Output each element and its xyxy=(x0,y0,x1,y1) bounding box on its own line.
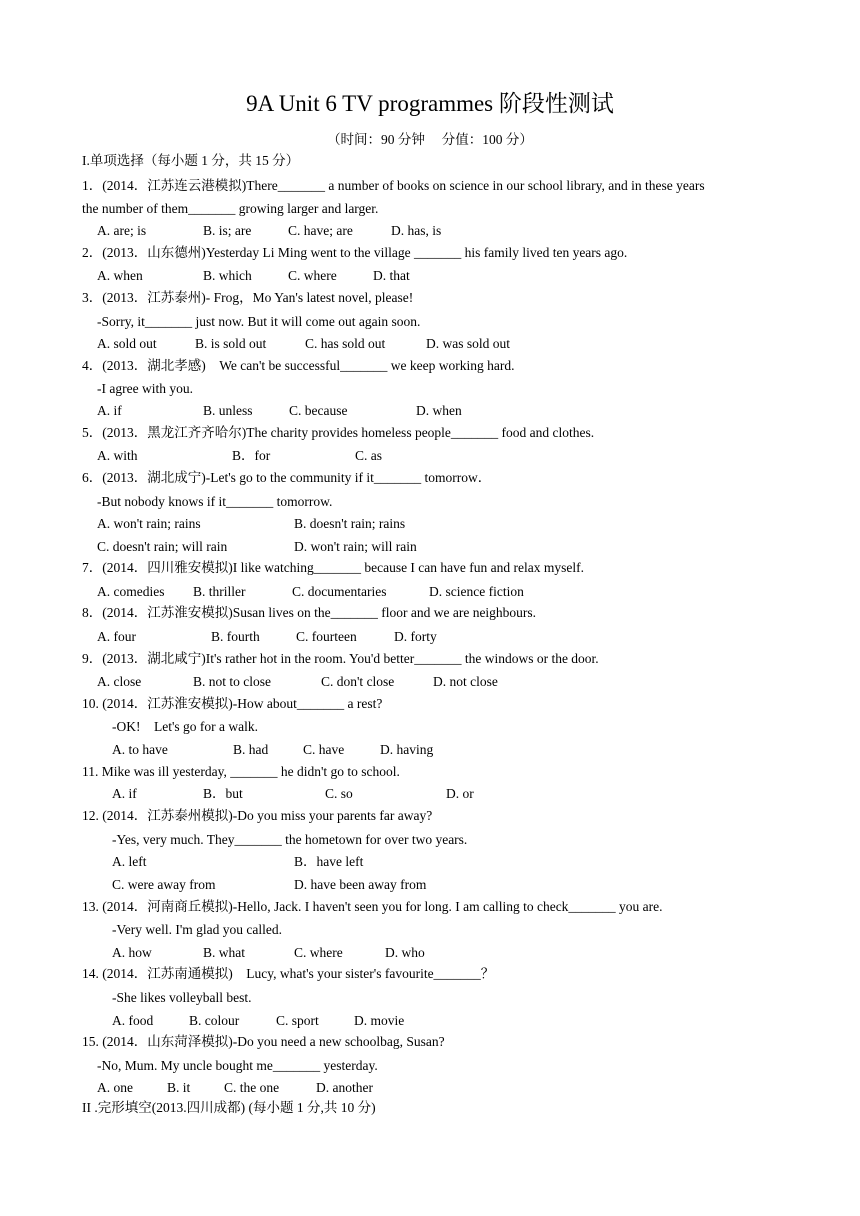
option-d: D. not close xyxy=(433,674,498,689)
question-stem: 11. Mike was ill yesterday, _______ he didn't go to school. xyxy=(82,764,400,779)
option-a: A. close xyxy=(97,674,142,689)
option-c: C. don't close xyxy=(321,674,395,689)
option-b: B. not to close xyxy=(193,674,271,689)
option-d: D. science fiction xyxy=(429,584,524,599)
question-stem: 4．(2013．湖北孝感) We can't be successful_______ we keep working hard. xyxy=(82,358,515,373)
option-a: A. with xyxy=(97,448,138,463)
question-stem: -I agree with you. xyxy=(97,381,193,396)
option-b: B. unless xyxy=(203,403,253,418)
question-stem: 15. (2014．山东菏泽模拟)-Do you need a new schoolbag, Susan? xyxy=(82,1034,445,1049)
option-a: A. how xyxy=(112,945,152,960)
option-a: A. won't rain; rains xyxy=(97,516,201,531)
option-b: B. colour xyxy=(189,1013,240,1028)
question-stem: 9．(2013．湖北咸宁)It's rather hot in the room. You'd better_______ the windows or the door. xyxy=(82,651,599,666)
question-stem: 8．(2014．江苏淮安模拟)Susan lives on the_______ floor and we are neighbours. xyxy=(82,605,537,620)
question-stem: -Very well. I'm glad you called. xyxy=(112,922,283,937)
page-title: 9A Unit 6 TV programmes 阶段性测试 xyxy=(246,91,614,116)
option-d: D. when xyxy=(416,403,462,418)
option-c: C. sport xyxy=(276,1013,319,1028)
option-d: D. movie xyxy=(354,1013,405,1028)
option-a: A. sold out xyxy=(97,336,157,351)
option-a: A. food xyxy=(112,1013,154,1028)
option-d: D. or xyxy=(446,786,474,801)
option-c: C. were away from xyxy=(112,877,216,892)
option-c: C. the one xyxy=(224,1080,280,1095)
question-stem: 5．(2013．黑龙江齐齐哈尔)The charity provides homeless people_______ food and clothes. xyxy=(82,425,595,440)
option-b: B. it xyxy=(167,1080,191,1095)
option-c: C. has sold out xyxy=(305,336,386,351)
section-heading-1: I.单项选择（每小题 1 分，共 15 分） xyxy=(82,153,300,168)
option-a: A. to have xyxy=(112,742,168,757)
option-b: B．have left xyxy=(294,854,364,869)
question-stem: 7．(2014．四川雅安模拟)I like watching_______ because I can have fun and relax myself. xyxy=(82,560,584,575)
option-c: C. documentaries xyxy=(292,584,387,599)
question-stem: -OK! Let's go for a walk. xyxy=(112,719,259,734)
option-d: D. has, is xyxy=(391,223,442,238)
option-c: C. doesn't rain; will rain xyxy=(97,539,228,554)
question-stem: -She likes volleyball best. xyxy=(112,990,252,1005)
question-stem: -But nobody knows if it_______ tomorrow. xyxy=(97,494,333,509)
option-a: A. left xyxy=(112,854,147,869)
option-b: B. what xyxy=(203,945,245,960)
option-b: B. doesn't rain; rains xyxy=(294,516,406,531)
option-d: D. was sold out xyxy=(426,336,510,351)
question-stem: 3．(2013．江苏泰州)- Frog，Mo Yan's latest novel, please! xyxy=(82,290,414,305)
option-c: C. have; are xyxy=(288,223,353,238)
question-stem: 2．(2013．山东德州)Yesterday Li Ming went to the village _______ his family lived ten years ago. xyxy=(82,245,628,260)
option-d: D. who xyxy=(385,945,425,960)
question-stem: 12. (2014．江苏泰州模拟)-Do you miss your parents far away? xyxy=(82,808,433,823)
question-stem: the number of them_______ growing larger and larger. xyxy=(82,201,379,216)
option-b: B. had xyxy=(233,742,269,757)
option-d: D. that xyxy=(373,268,410,283)
option-a: A. when xyxy=(97,268,143,283)
option-c: C. where xyxy=(294,945,343,960)
option-d: D. having xyxy=(380,742,434,757)
page-subtitle: （时间：90 分钟 分值：100 分） xyxy=(327,132,533,147)
option-b: B. is sold out xyxy=(195,336,267,351)
option-c: C. fourteen xyxy=(296,629,357,644)
option-c: C. so xyxy=(325,786,353,801)
question-stem: -No, Mum. My uncle bought me_______ yesterday. xyxy=(97,1058,378,1073)
option-b: B. which xyxy=(203,268,252,283)
option-b: B．for xyxy=(232,448,271,463)
option-a: A. four xyxy=(97,629,136,644)
option-a: A. are; is xyxy=(97,223,147,238)
option-d: D. another xyxy=(316,1080,373,1095)
question-stem: 14. (2014．江苏南通模拟) Lucy, what's your sister's favourite_______？ xyxy=(82,966,495,981)
option-d: D. won't rain; will rain xyxy=(294,539,417,554)
option-b: B. fourth xyxy=(211,629,260,644)
option-a: A. comedies xyxy=(97,584,165,599)
option-d: D. forty xyxy=(394,629,437,644)
question-stem: 10. (2014．江苏淮安模拟)-How about_______ a rest? xyxy=(82,696,383,711)
option-b: B．but xyxy=(203,786,243,801)
question-stem: -Sorry, it_______ just now. But it will come out again soon. xyxy=(97,314,421,329)
section-heading-2: II .完形填空(2013.四川成都) (每小题 1 分,共 10 分) xyxy=(82,1100,376,1115)
option-d: D. have been away from xyxy=(294,877,427,892)
question-stem: 1．(2014．江苏连云港模拟)There_______ a number of books on science in our school library, and in these years xyxy=(82,178,705,193)
option-a: A. if xyxy=(97,403,122,418)
question-stem: 6．(2013．湖北成宁)-Let's go to the community if it_______ tomorrow． xyxy=(82,470,492,485)
option-c: C. because xyxy=(289,403,348,418)
option-c: C. as xyxy=(355,448,382,463)
option-a: A. if xyxy=(112,786,137,801)
option-b: B. is; are xyxy=(203,223,252,238)
option-b: B. thriller xyxy=(193,584,246,599)
option-c: C. have xyxy=(303,742,345,757)
question-stem: -Yes, very much. They_______ the hometown for over two years. xyxy=(112,832,468,847)
option-c: C. where xyxy=(288,268,337,283)
question-stem: 13. (2014．河南商丘模拟)-Hello, Jack. I haven't seen you for long. I am calling to check_______ you are. xyxy=(82,899,663,914)
option-a: A. one xyxy=(97,1080,133,1095)
